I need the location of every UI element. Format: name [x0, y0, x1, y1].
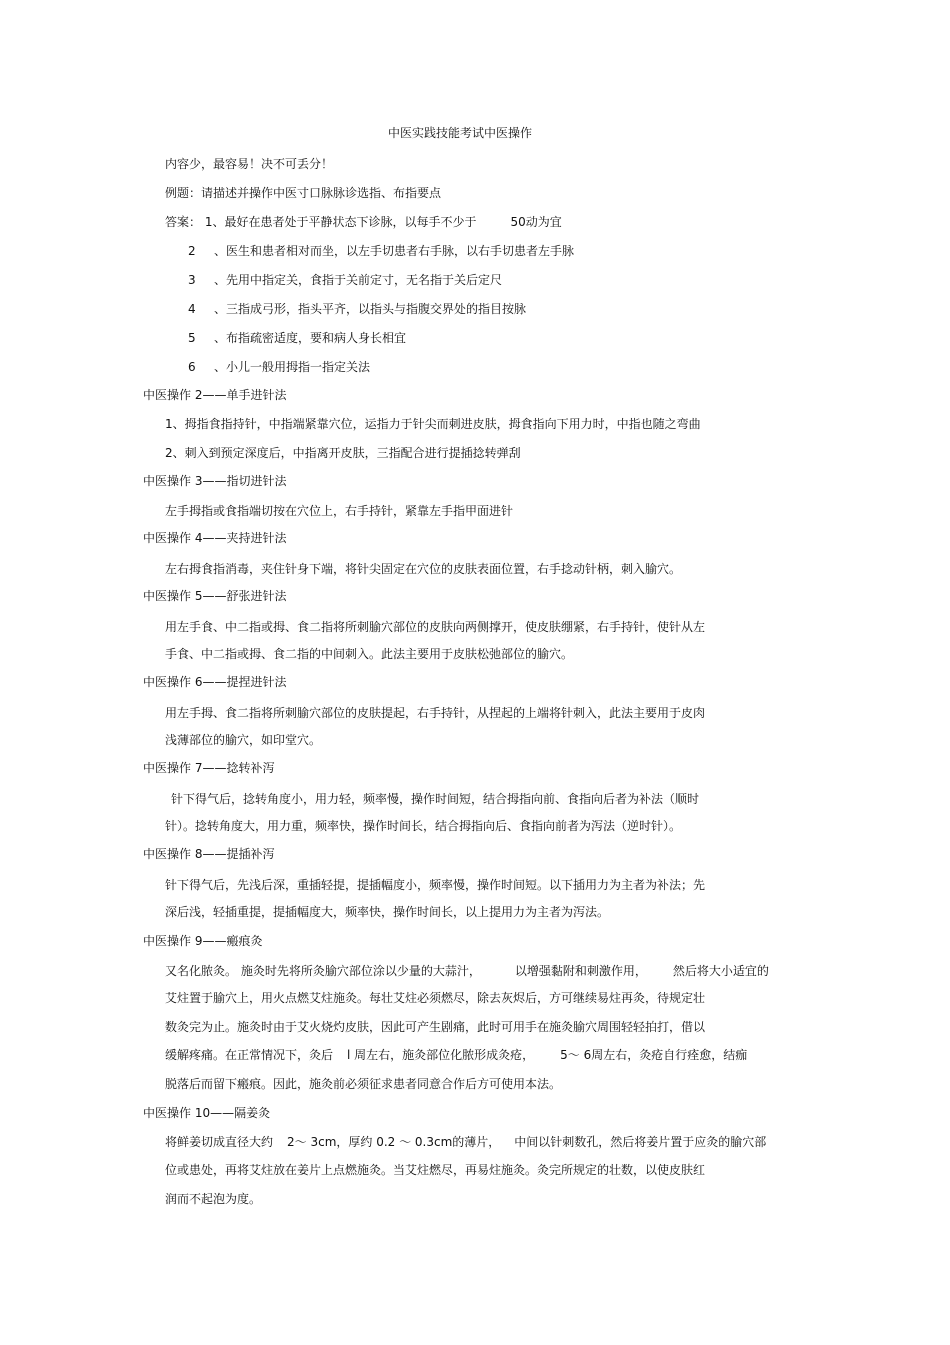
section-heading: 中医操作 9——瘢痕灸 — [143, 934, 263, 948]
answer-item — [188, 301, 526, 317]
section-heading: 中医操作 7——捻转补泻 — [143, 761, 275, 775]
answer-item — [188, 330, 406, 346]
section-heading: 中医操作 2——单手进针法 — [143, 388, 287, 402]
section-line — [165, 963, 769, 979]
section-line: 位或患处，再将艾炷放在姜片上点燃施灸。当艾炷燃尽，再易炷施灸。灸完所规定的壮数，以使皮肤红 — [165, 1163, 706, 1177]
answer-item-num: 5 — [188, 331, 196, 345]
section-heading: 中医操作 4——夹持进针法 — [143, 531, 287, 545]
section-heading: 中医操作 6——提捏进针法 — [143, 675, 287, 689]
answer-item-num: 4 — [188, 302, 196, 316]
section-heading: 中医操作 5——舒张进针法 — [143, 589, 287, 603]
section-line: 手食、中二指或拇、食二指的中间刺入。此法主要用于皮肤松弛部位的腧穴。 — [165, 647, 574, 661]
section-line: 针下得气后，先浅后深，重插轻提，提插幅度小，频率慢，操作时间短。以下插用力为主者为补法；先 — [165, 878, 706, 892]
section-line: 左右拇食指消毒，夹住针身下端，将针尖固定在穴位的皮肤表面位置，右手捻动针柄，刺入腧穴。 — [165, 562, 682, 576]
section-line: 1、拇指食指持针，中指端紧靠穴位，运指力于针尖而刺进皮肤，拇食指向下用力时，中指也随之弯曲 — [165, 417, 701, 431]
text-segment: 缓解疼痛。在正常情况下，灸后 — [165, 1048, 334, 1062]
answer-item — [188, 359, 370, 375]
section-line: 用左手食、中二指或拇、食二指将所刺腧穴部位的皮肤向两侧撑开，使皮肤绷紧，右手持针，使针从左 — [165, 620, 706, 634]
answer-lead: 答案： 1、最好在患者处于平静状态下诊脉，以每手不少于 — [165, 215, 477, 229]
section-line: 左手拇指或食指端切按在穴位上，右手持针，紧靠左手指甲面进针 — [165, 504, 514, 518]
section-heading: 中医操作 10——隔姜灸 — [143, 1106, 271, 1120]
section-line: 针下得气后，捻转角度小，用力轻，频率慢，操作时间短，结合拇指向前、食指向后者为补法（顺时 — [171, 792, 700, 806]
answer-item-num: 2 — [188, 244, 196, 258]
example-line: 例题：请描述并操作中医寸口脉脉诊选指、布指要点 — [165, 186, 442, 200]
section-line: 脱落后而留下瘢痕。因此，施灸前必须征求患者同意合作后方可使用本法。 — [165, 1077, 562, 1091]
intro-line: 内容少，最容易！决不可丢分！ — [165, 157, 334, 171]
section-line: 用左手拇、食二指将所刺腧穴部位的皮肤提起，右手持针，从捏起的上端将针刺入，此法主要用于皮肉 — [165, 706, 706, 720]
section-line — [165, 1134, 766, 1150]
answer-item-text: 、先用中指定关，食指于关前定寸，无名指于关后定尺 — [214, 273, 503, 287]
text-segment: 然后将大小适宜的 — [672, 964, 769, 978]
section-line — [165, 1047, 747, 1063]
section-line: 针）。捻转角度大，用力重，频率快，操作时间长，结合拇指向后、食指向前者为泻法（逆时针）。 — [165, 819, 682, 833]
answer-lead-num: 50动为宜 — [510, 215, 562, 229]
text-segment: l 周左右，施灸部位化脓形成灸疮， — [347, 1048, 535, 1062]
text-segment: 5～ 6周左右，灸疮自行痊愈，结痂 — [560, 1048, 748, 1062]
answer-item-text: 、布指疏密适度，要和病人身长相宜 — [214, 331, 407, 345]
text-segment: 又名化脓灸。 施灸时先将所灸腧穴部位涂以少量的大蒜汁， — [165, 964, 481, 978]
answer-item-text: 、医生和患者相对而坐，以左手切患者右手脉，以右手切患者左手脉 — [214, 244, 575, 258]
text-segment: 以增强黏附和刺激作用， — [514, 964, 647, 978]
section-line: 浅薄部位的腧穴，如印堂穴。 — [165, 733, 322, 747]
section-line: 艾炷置于腧穴上，用火点燃艾炷施灸。每壮艾炷必须燃尽，除去灰烬后，方可继续易炷再灸，待规定壮 — [165, 991, 706, 1005]
section-line: 数灸完为止。施灸时由于艾火烧灼皮肤，因此可产生剧痛，此时可用手在施灸腧穴周围轻轻拍打，借以 — [165, 1020, 706, 1034]
section-heading: 中医操作 3——指切进针法 — [143, 474, 287, 488]
text-segment: 将鲜姜切成直径大约 — [165, 1135, 274, 1149]
answer-line-1 — [165, 214, 562, 230]
section-heading: 中医操作 8——提插补泻 — [143, 847, 275, 861]
page-title: 中医实践技能考试中医操作 — [388, 126, 533, 140]
text-segment: 2～ 3cm，厚约 0.2 ～ 0.3cm的薄片， — [287, 1135, 501, 1149]
section-line: 2、刺入到预定深度后，中指离开皮肤，三指配合进行提插捻转弹刮 — [165, 446, 521, 460]
answer-item-num: 3 — [188, 273, 196, 287]
answer-item-num: 6 — [188, 360, 196, 374]
section-line: 深后浅，轻插重提，提插幅度大，频率快，操作时间长，以上提用力为主者为泻法。 — [165, 905, 610, 919]
answer-item-text: 、三指成弓形，指头平齐，以指头与指腹交界处的指目按脉 — [214, 302, 527, 316]
section-line: 润而不起泡为度。 — [165, 1192, 262, 1206]
text-segment: 中间以针刺数孔，然后将姜片置于应灸的腧穴部 — [514, 1135, 767, 1149]
answer-item — [188, 272, 502, 288]
answer-item-text: 、小儿一般用拇指一指定关法 — [214, 360, 371, 374]
answer-item — [188, 243, 574, 259]
